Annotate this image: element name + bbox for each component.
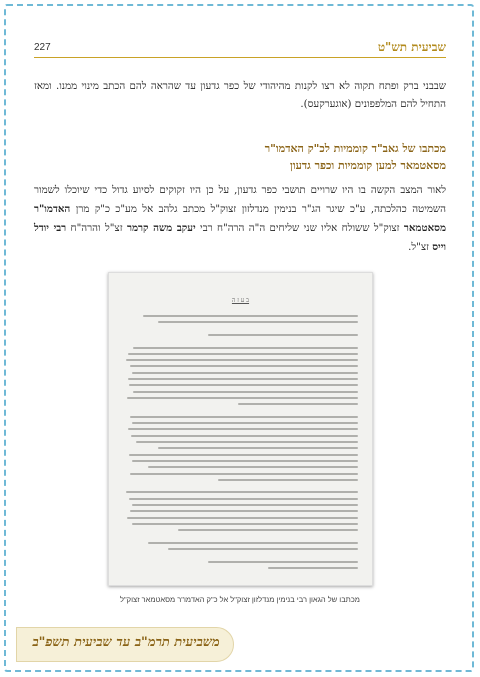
paragraph-2-bold-3: רבי יודל וייס bbox=[34, 222, 446, 253]
letter-text-line bbox=[131, 435, 358, 437]
paragraph-2-text-4: זצ"ל. bbox=[408, 242, 433, 253]
letter-text-line bbox=[148, 466, 358, 468]
letter-text-line bbox=[132, 422, 358, 424]
subheading bbox=[34, 140, 446, 174]
letter-text-line bbox=[132, 504, 358, 506]
paragraph-2-bold-2: יעקב משה קרמר bbox=[126, 222, 196, 234]
letter-text-line bbox=[130, 473, 358, 475]
paragraph-2-bold-1: האדמו"ר מסאטמאר bbox=[34, 203, 447, 234]
paragraph-2 bbox=[34, 182, 446, 257]
subheading-line-1: מכתבו של גאב"ד קוממיות לכ"ק האדמו"ר bbox=[264, 142, 446, 155]
letter-text-line bbox=[178, 529, 358, 531]
header-rule bbox=[34, 57, 446, 58]
letter-text-line bbox=[158, 447, 358, 449]
paragraph-2-text-3: זצ"ל והרה"ח bbox=[66, 223, 127, 234]
letter-heading: ב ע ז ה bbox=[231, 297, 250, 304]
letter-text-line bbox=[129, 498, 358, 500]
letter-text-line bbox=[132, 460, 358, 462]
subheading-line-2: מסאטמאר למען קוממיות וכפר גדעון bbox=[290, 159, 446, 172]
letter-text-line bbox=[133, 347, 358, 349]
letter-text-line bbox=[168, 548, 358, 550]
letter-text-line bbox=[127, 397, 358, 399]
letter-text-line bbox=[129, 454, 358, 456]
letter-text-line bbox=[143, 315, 358, 317]
letter-text-line bbox=[132, 523, 358, 525]
letter-text-line bbox=[208, 334, 358, 336]
letter-photo bbox=[108, 272, 373, 586]
letter-text-line bbox=[128, 428, 358, 430]
footer-label: משביעית תרמ"ב עד שביעית תשפ"ב bbox=[32, 635, 220, 650]
paragraph-2-text-1: לאור המצב הקשה בו היו שרויים תושבי כפר גדעון, על כן היו זקוקים לסיוע גדול כדי שיוכלו לשמור השמיטה כהלכתה, ע"כ שיגר הג"ר בנימין מנדלזון זצוק"ל מכתב גלהב אל מע"כ כ"ק מרן bbox=[34, 185, 446, 215]
letter-text-line bbox=[268, 567, 358, 569]
paragraph-2-text-2: זצוק"ל ששולח אליו שני שליחים ה"ה הרה"ח רבי bbox=[195, 223, 404, 234]
letter-text-line bbox=[126, 359, 358, 361]
paragraph-1: שבבני ברק ופתח תקוה לא רצו לקנות מהיהודי של כפר גדעון עד שהראה להם הכתב מינוי ממנו. ומאז התחיל להם המלפפונים (אוגערקעס). bbox=[34, 81, 446, 110]
letter-text-line bbox=[208, 561, 358, 563]
letter-text-line bbox=[130, 510, 358, 512]
letter-text-line bbox=[130, 365, 358, 367]
letter-text-line bbox=[133, 391, 358, 393]
letter-text-line bbox=[238, 403, 358, 405]
photo-caption: מכתבו של הגאון רבי בנימין מנדלזון זצוק"ל אל כ"ק האדמו"ר מסאטמאר זצוק"ל bbox=[120, 595, 360, 604]
letter-text-line bbox=[132, 372, 358, 374]
letter-text-line bbox=[128, 378, 358, 380]
letter-text-line bbox=[130, 416, 358, 418]
running-head: שביעית תש"ט bbox=[377, 40, 446, 54]
letter-text-line bbox=[129, 384, 358, 386]
letter-text-line bbox=[126, 491, 358, 493]
letter-text-line bbox=[218, 479, 358, 481]
letter-text-line bbox=[148, 542, 358, 544]
page-number: 227 bbox=[34, 42, 51, 53]
letter-text-line bbox=[128, 353, 358, 355]
letter-text-line bbox=[127, 517, 358, 519]
letter-text-line bbox=[136, 441, 358, 443]
letter-text-line bbox=[158, 321, 358, 323]
